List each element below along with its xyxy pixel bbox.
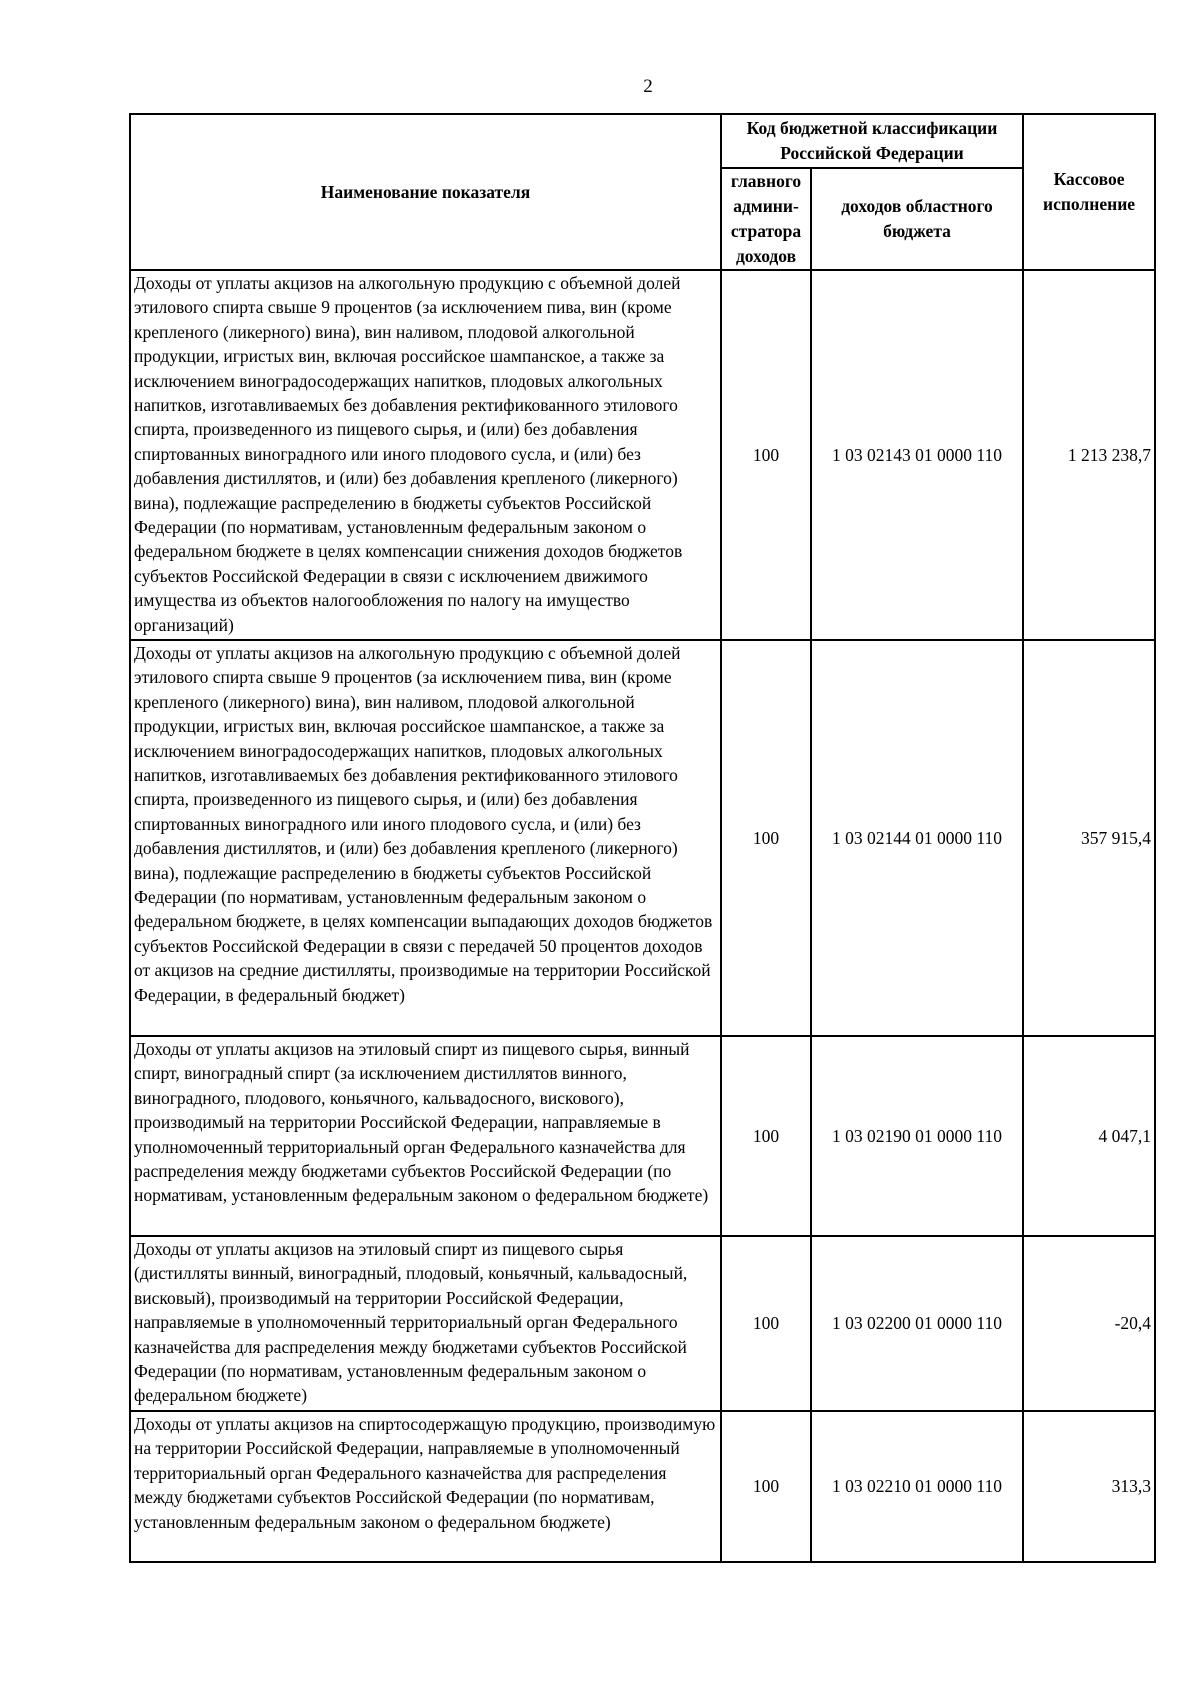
table-header-row — [130, 114, 1155, 168]
row-admin-code: 100 — [721, 270, 811, 640]
row-amount: -20,4 — [1023, 1236, 1155, 1411]
row-budget-code: 1 03 02144 01 0000 110 — [811, 640, 1023, 1036]
header-code: доходов областного бюджета — [811, 168, 1023, 270]
page-number: 2 — [643, 76, 653, 97]
row-name: Доходы от уплаты акцизов на этиловый спирт из пищевого сырья (дистилляты винный, виноградный, плодовый, коньячный, кальвадосный, висковый), производимый на территории Российской Федерации, направляемые в уполномоченный территориальный орган Федерального казначейства для распределения между бюджетами субъектов Российской Федерации (по нормативам, установленным федеральным законом о федеральном бюджете) — [130, 1236, 721, 1411]
row-budget-code: 1 03 02200 01 0000 110 — [811, 1236, 1023, 1411]
table-row — [130, 1236, 1155, 1411]
row-budget-code: 1 03 02210 01 0000 110 — [811, 1411, 1023, 1562]
table-row — [130, 270, 1155, 640]
row-admin-code: 100 — [721, 1411, 811, 1562]
row-name: Доходы от уплаты акцизов на алкогольную продукцию с объемной долей этилового спирта свыше 9 процентов (за исключением пива, вин (кроме крепленого (ликерного) вина), вин наливом, плодовой алкогольной продукции, игристых вин, включая российское шампанское, а также за исключением виноградосодержащих напитков, плодовых алкогольных напитков, изготавливаемых без добавления ректификованного этилового спирта, произведенного из пищевого сырья, и (или) без добавления спиртованных виноградного или иного плодового сусла, и (или) без добавления дистиллятов, и (или) без добавления крепленого (ликерного) вина), подлежащие распределению в бюджеты субъектов Российской Федерации (по нормативам, установленным федеральным законом о федеральном бюджете, в целях компенсации выпадающих доходов бюджетов субъектов Российской Федерации в связи с передачей 50 процентов доходов от акцизов на средние дистилляты, производимые на территории Российской Федерации, в федеральный бюджет) — [130, 640, 721, 1036]
row-amount: 357 915,4 — [1023, 640, 1155, 1036]
row-name: Доходы от уплаты акцизов на спиртосодержащую продукцию, производимую на территории Российской Федерации, направляемые в уполномоченный территориальный орган Федерального казначейства для распределения между бюджетами субъектов Российской Федерации (по нормативам, установленным федеральным законом о федеральном бюджете) — [130, 1411, 721, 1562]
header-name: Наименование показателя — [130, 114, 721, 270]
row-amount: 4 047,1 — [1023, 1036, 1155, 1236]
row-admin-code: 100 — [721, 1036, 811, 1236]
header-admin: главного админи-стратора доходов — [721, 168, 811, 270]
header-amount: Кассовое исполнение — [1023, 114, 1155, 270]
row-admin-code: 100 — [721, 1236, 811, 1411]
table-row — [130, 1411, 1155, 1562]
table-row — [130, 1036, 1155, 1236]
header-code-group: Код бюджетной классификации Российской Федерации — [721, 114, 1023, 168]
row-budget-code: 1 03 02190 01 0000 110 — [811, 1036, 1023, 1236]
row-admin-code: 100 — [721, 640, 811, 1036]
row-amount: 313,3 — [1023, 1411, 1155, 1562]
budget-revenue-table — [129, 113, 1156, 1563]
row-name: Доходы от уплаты акцизов на алкогольную продукцию с объемной долей этилового спирта свыше 9 процентов (за исключением пива, вин (кроме крепленого (ликерного) вина), вин наливом, плодовой алкогольной продукции, игристых вин, включая российское шампанское, а также за исключением виноградосодержащих напитков, плодовых алкогольных напитков, изготавливаемых без добавления ректификованного этилового спирта, произведенного из пищевого сырья, и (или) без добавления спиртованных виноградного или иного плодового сусла, и (или) без добавления дистиллятов, и (или) без добавления крепленого (ликерного) вина), подлежащие распределению в бюджеты субъектов Российской Федерации (по нормативам, установленным федеральным законом о федеральном бюджете в целях компенсации снижения доходов бюджетов субъектов Российской Федерации в связи с исключением движимого имущества из объектов налогообложения по налогу на имущество организаций) — [130, 270, 721, 640]
table-row — [130, 640, 1155, 1036]
row-budget-code: 1 03 02143 01 0000 110 — [811, 270, 1023, 640]
row-name: Доходы от уплаты акцизов на этиловый спирт из пищевого сырья, винный спирт, виноградный спирт (за исключением дистиллятов винного, виноградного, плодового, коньячного, кальвадосного, вискового), производимый на территории Российской Федерации, направляемые в уполномоченный территориальный орган Федерального казначейства для распределения между бюджетами субъектов Российской Федерации (по нормативам, установленным федеральным законом о федеральном бюджете) — [130, 1036, 721, 1236]
row-amount: 1 213 238,7 — [1023, 270, 1155, 640]
